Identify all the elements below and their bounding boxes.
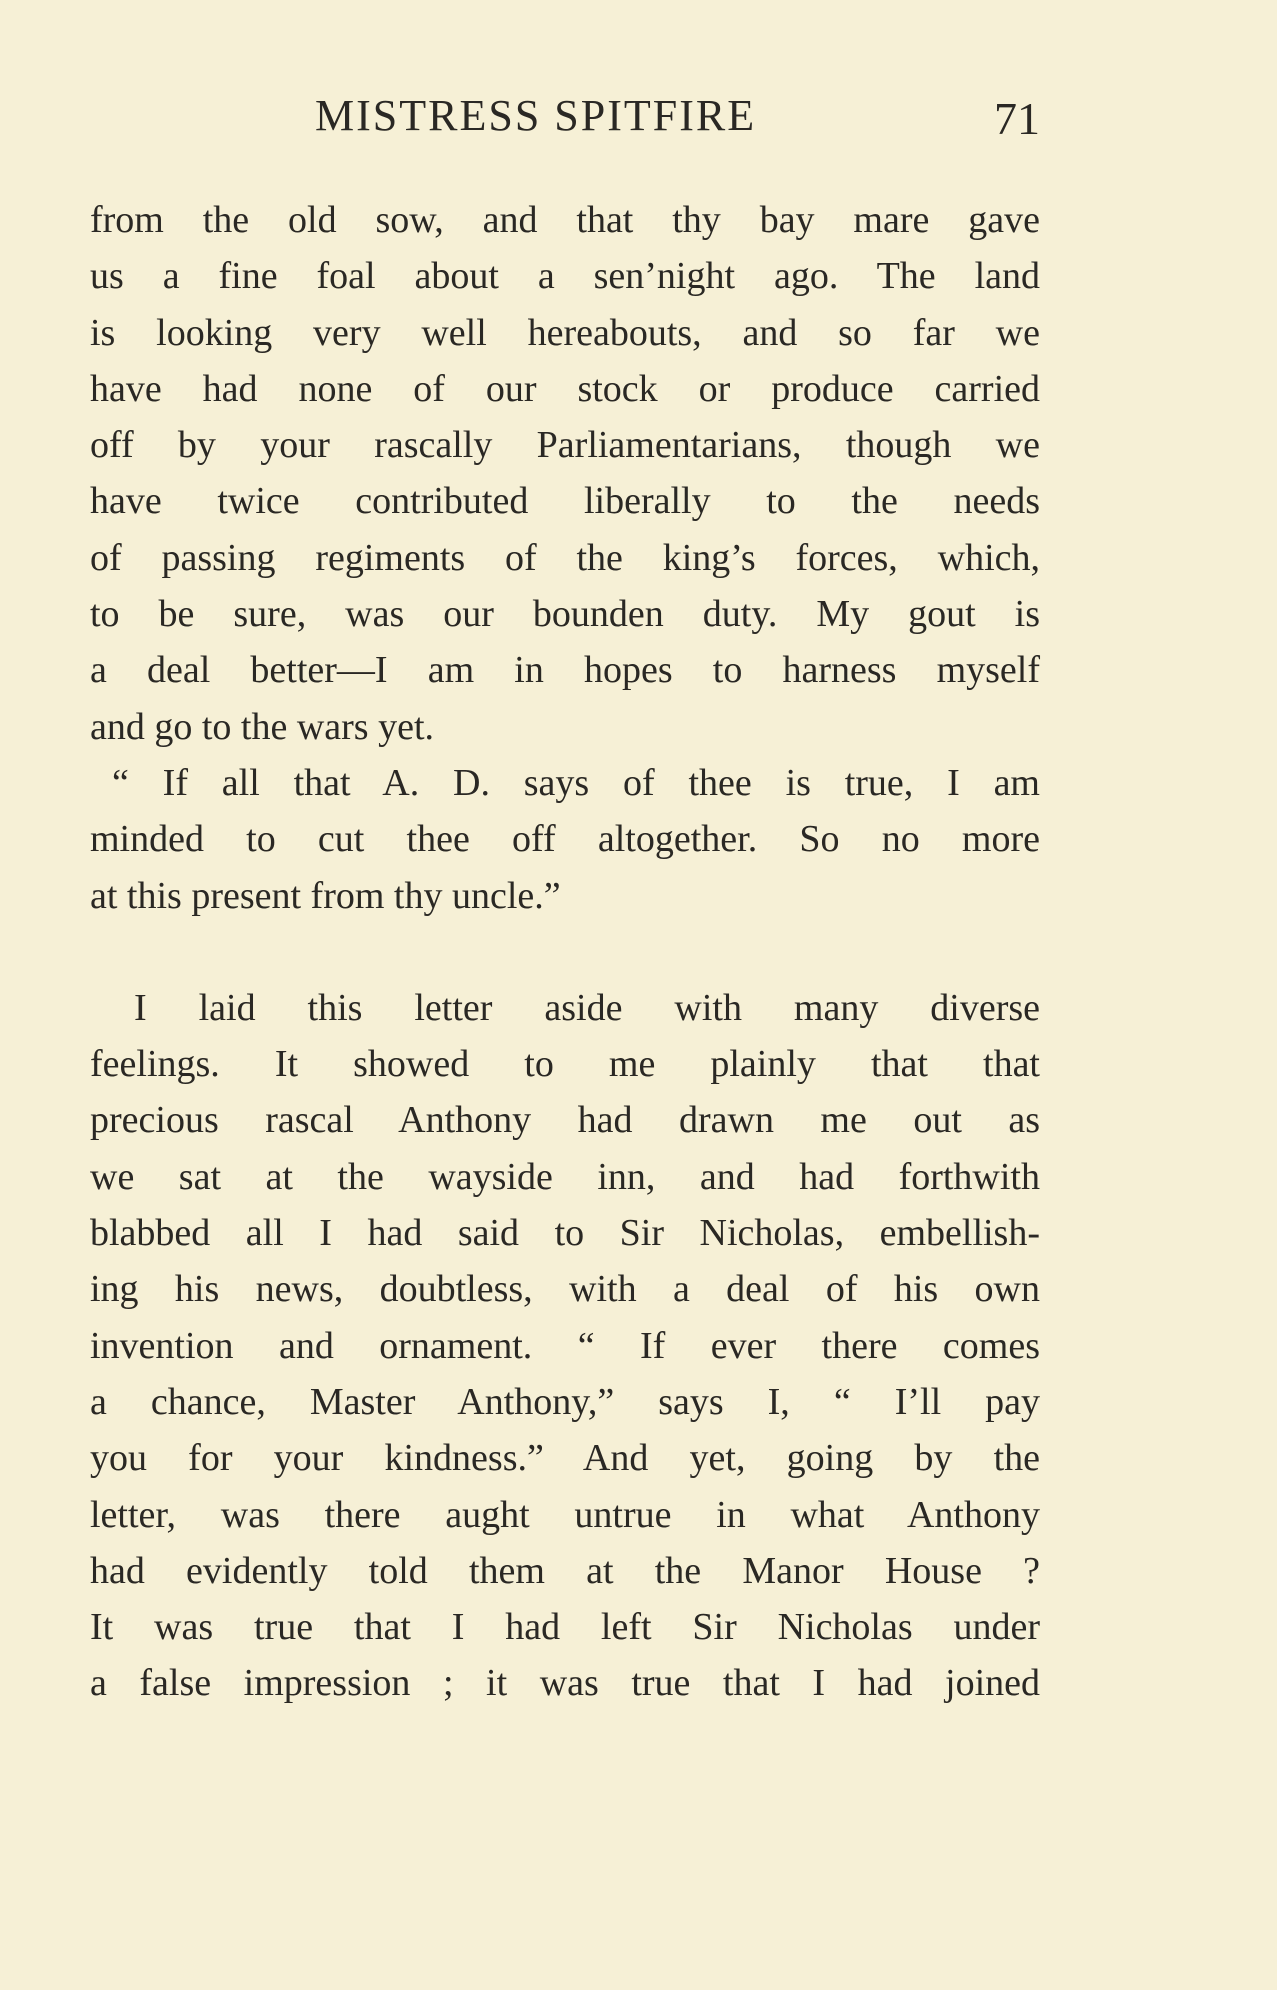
text-line: feelings. It showed to me plainly that that	[90, 1043, 1040, 1086]
text-line: I laid this letter aside with many diverse	[134, 986, 1040, 1029]
text-line: minded to cut thee off altogether. So no more	[90, 818, 1040, 861]
running-head	[90, 90, 1040, 150]
text-line: off by your rascally Parliamentarians, though we	[90, 424, 1040, 467]
running-title: MISTRESS SPITFIRE	[315, 91, 757, 140]
text-line: and go to the wars yet.	[90, 705, 435, 748]
text-line: letter, was there aught untrue in what Anthony	[90, 1493, 1040, 1536]
text-line: a false impression ; it was true that I had joined	[90, 1662, 1040, 1705]
text-line: have had none of our stock or produce carried	[90, 367, 1040, 410]
text-line: a deal better—I am in hopes to harness myself	[90, 649, 1040, 692]
text-line: is looking very well hereabouts, and so far we	[90, 311, 1040, 354]
text-line: from the old sow, and that thy bay mare gave	[90, 199, 1040, 241]
text-line: you for your kindness.” And yet, going by the	[90, 1437, 1040, 1480]
text-line: have twice contributed liberally to the needs	[90, 480, 1040, 523]
text-line: had evidently told them at the Manor House ?	[90, 1549, 1040, 1592]
text-line: at this present from thy uncle.”	[90, 874, 561, 917]
text-line: precious rascal Anthony had drawn me out as	[90, 1099, 1040, 1142]
text-line: ing his news, doubtless, with a deal of his own	[90, 1268, 1040, 1311]
text-line: of passing regiments of the king’s forces, which,	[90, 536, 1040, 579]
text-line: blabbed all I had said to Sir Nicholas, embellish-	[90, 1212, 1040, 1255]
text-line: us a fine foal about a sen’night ago. The land	[90, 255, 1040, 298]
text-line: It was true that I had left Sir Nicholas under	[90, 1606, 1040, 1649]
body-text	[90, 192, 1040, 1712]
text-line: “ If all that A. D. says of thee is true, I am	[112, 761, 1040, 804]
text-line: invention and ornament. “ If ever there comes	[90, 1324, 1040, 1367]
paragraph-gap	[90, 924, 1040, 980]
text-line: we sat at the wayside inn, and had forthwith	[90, 1155, 1040, 1198]
page-number: 71	[994, 93, 1040, 144]
text-line: to be sure, was our bounden duty. My gout is	[90, 593, 1040, 636]
text-line: a chance, Master Anthony,” says I, “ I’ll pay	[90, 1380, 1040, 1423]
